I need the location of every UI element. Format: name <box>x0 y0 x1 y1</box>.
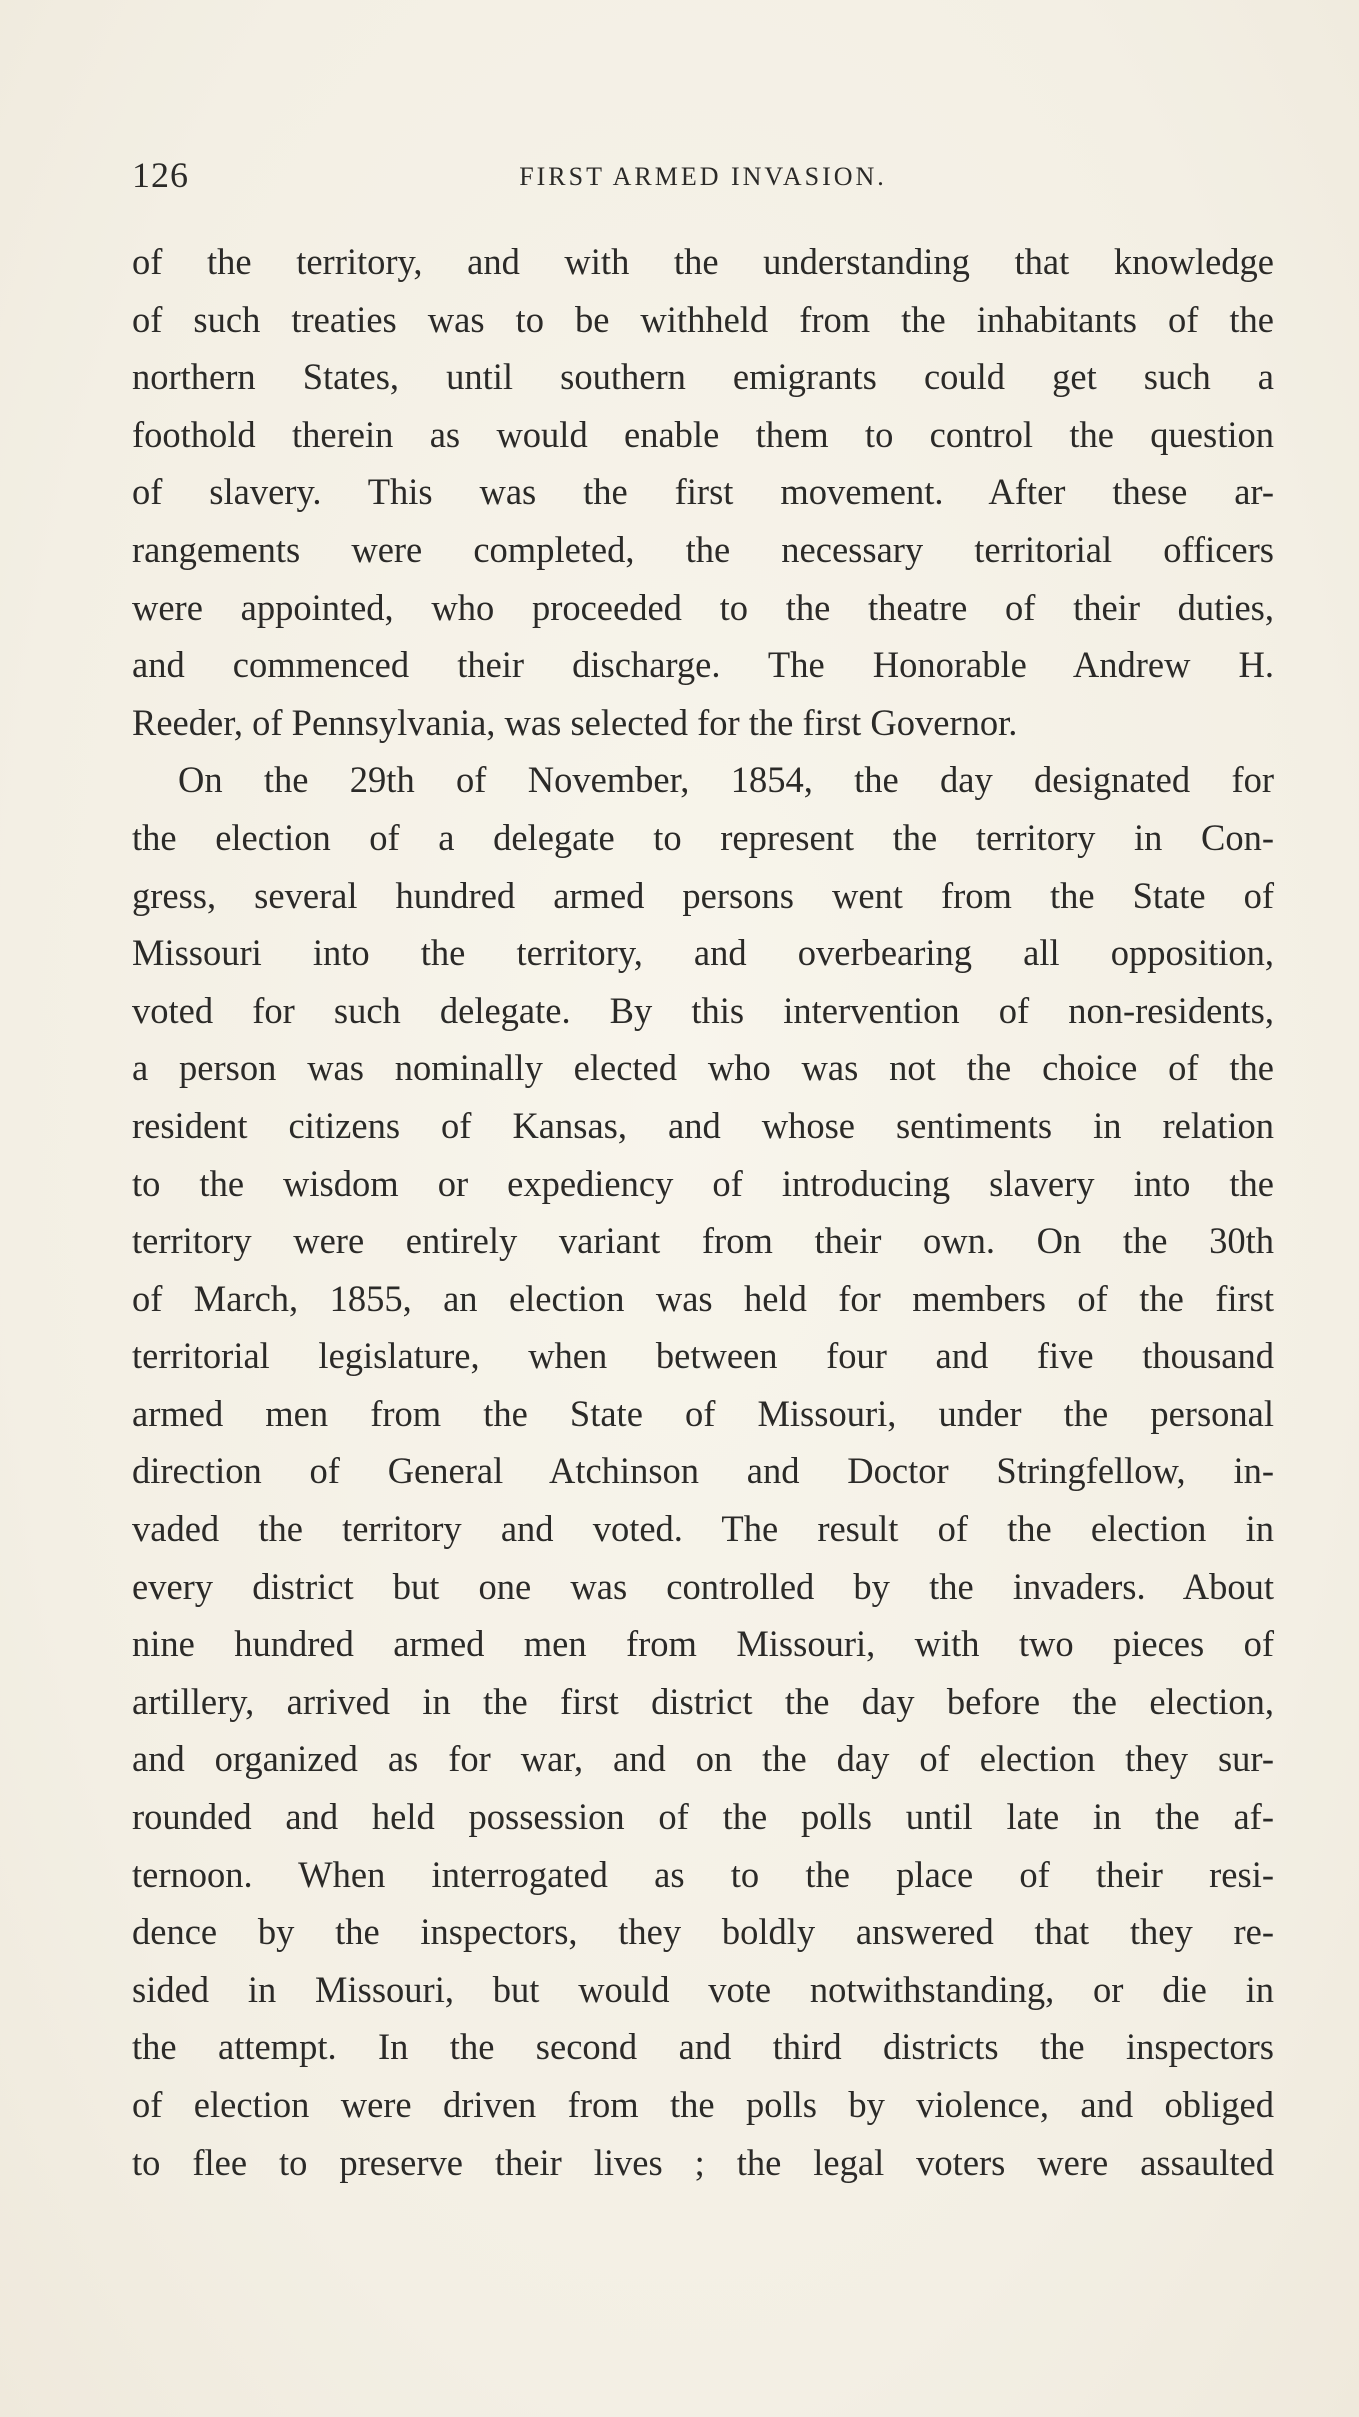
text-line: and organized as for war, and on the day of election they sur- <box>132 1738 1274 1780</box>
text-line: every district but one was controlled by the invaders. About <box>132 1565 1274 1607</box>
text-line: the attempt. In the second and third districts the inspectors <box>132 2026 1274 2068</box>
text-line: rounded and held possession of the polls until late in the af- <box>132 1796 1274 1838</box>
text-line: artillery, arrived in the first district the day before the election, <box>132 1680 1274 1722</box>
text-line: armed men from the State of Missouri, under the personal <box>132 1392 1274 1434</box>
text-line: and commenced their discharge. The Honorable Andrew H. <box>132 644 1274 686</box>
text-line: gress, several hundred armed persons went from the State of <box>132 874 1274 916</box>
text-line: nine hundred armed men from Missouri, with two pieces of <box>132 1623 1274 1665</box>
text-line: Missouri into the territory, and overbearing all opposition, <box>132 932 1274 974</box>
text-line: vaded the territory and voted. The result of the election in <box>132 1508 1274 1550</box>
text-line: northern States, until southern emigrants could get such a <box>132 356 1274 398</box>
text-line: of election were driven from the polls by violence, and obliged <box>132 2084 1274 2125</box>
text-line: of slavery. This was the first movement. After these ar- <box>132 471 1274 513</box>
text-line: were appointed, who proceeded to the theatre of their duties, <box>132 586 1274 628</box>
text-line: Reeder, of Pennsylvania, was selected for the first Governor. <box>132 701 1018 743</box>
text-line: of March, 1855, an election was held for members of the first <box>132 1277 1274 1319</box>
text-line: rangements were completed, the necessary territorial officers <box>132 528 1274 570</box>
page-number: 126 <box>132 155 189 195</box>
text-line: sided in Missouri, but would vote notwithstanding, or die in <box>132 1968 1274 2010</box>
text-line: foothold therein as would enable them to control the question <box>132 413 1274 455</box>
running-head: FIRST ARMED INVASION. <box>519 162 887 191</box>
paragraph-start-line: On the 29th of November, 1854, the day designated for <box>178 759 1274 801</box>
text-line: of the territory, and with the understanding that knowledge <box>132 241 1274 282</box>
text-line: of such treaties was to be withheld from the inhabitants of the <box>132 298 1274 340</box>
text-line: ternoon. When interrogated as to the place of their resi- <box>132 1853 1274 1895</box>
text-line: territory were entirely variant from their own. On the 30th <box>132 1220 1274 1262</box>
text-line: to the wisdom or expediency of introducing slavery into the <box>132 1162 1274 1204</box>
text-line: resident citizens of Kansas, and whose sentiments in relation <box>132 1104 1274 1146</box>
text-line: to flee to preserve their lives ; the legal voters were assaulted <box>132 2141 1274 2183</box>
text-line: voted for such delegate. By this intervention of non-residents, <box>132 989 1274 1031</box>
text-line: direction of General Atchinson and Doctor Stringfellow, in- <box>132 1450 1274 1492</box>
text-line: a person was nominally elected who was not the choice of the <box>132 1047 1274 1089</box>
page-header <box>132 150 1274 200</box>
text-line: dence by the inspectors, they boldly answered that they re- <box>132 1911 1274 1953</box>
body-text <box>132 233 1274 2191</box>
text-line: territorial legislature, when between four and five thousand <box>132 1335 1274 1377</box>
text-line: the election of a delegate to represent the territory in Con- <box>132 816 1274 858</box>
